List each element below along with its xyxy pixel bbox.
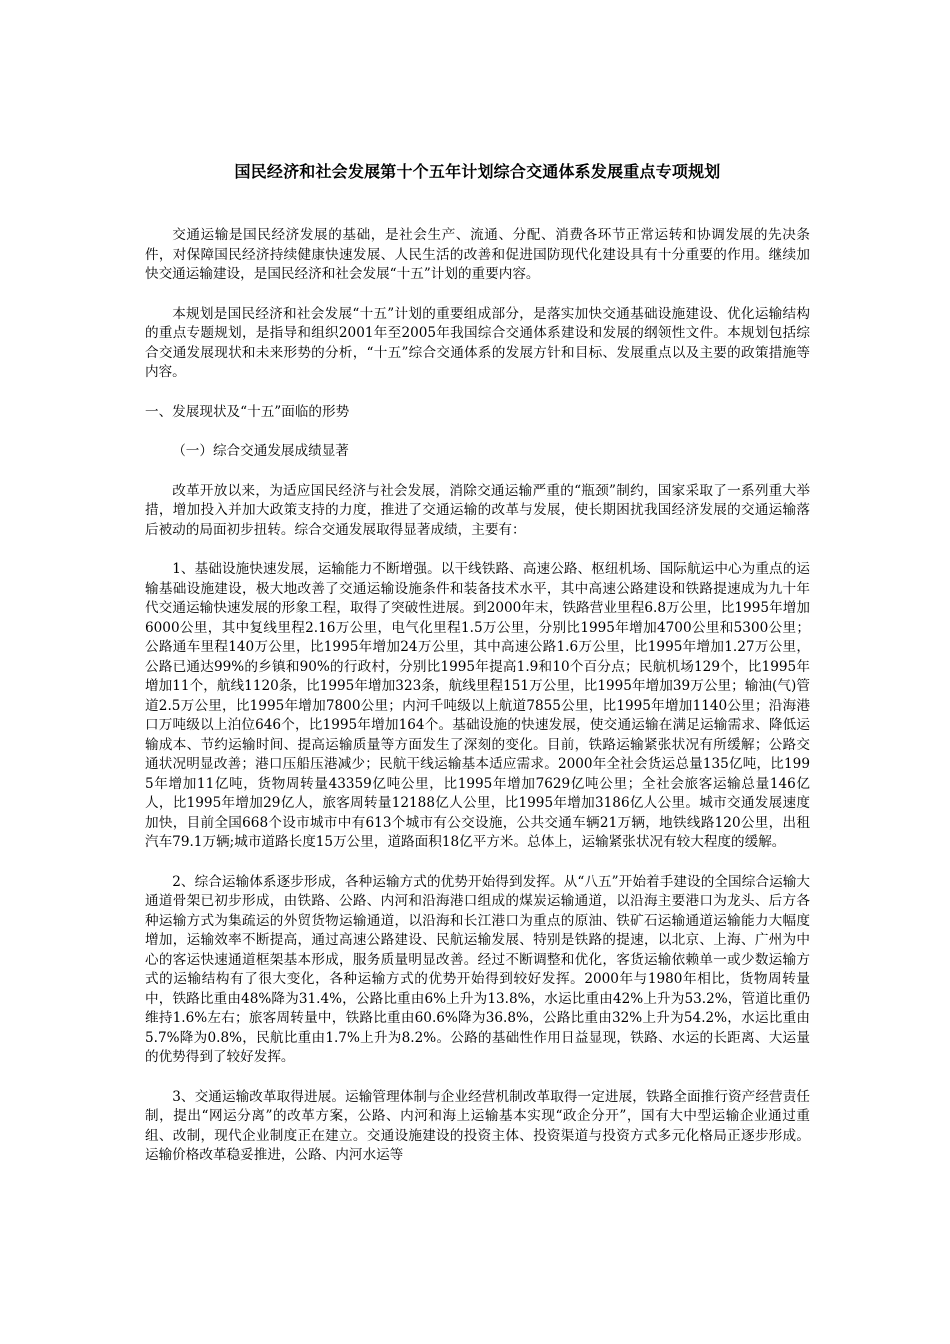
section-heading: 一、发展现状及“十五”面临的形势 (145, 403, 350, 420)
paragraph-integrated-system: 2、综合运输体系逐步形成，各种运输方式的优势开始得到发挥。从“八五”开始着手建设的全国综合运输大通道骨架已初步形成，由铁路、公路、内河和沿海港口组成的煤炭运输通道，以沿海主要港口为龙头、后方各种运输方式为集疏运的外贸货物运输通道，以沿海和长江港口为重点的原油、铁矿石运输通道运输能力大幅度增加，运输效率不断提高，通过高速公路建设、民航运输发展、特别是铁路的提速，以北京、上海、广州为中心的客运快速通道框架基本形成，服务质量明显改善。经过不断调整和优化，客货运输依赖单一或少数运输方式的运输结构有了很大变化，各种运输方式的优势开始得到较好发挥。2000年与1980年相比，货物周转量中，铁路比重由48%降为31.4%，公路比重由6%上升为13.8%，水运比重由42%上升为53.2%，管道比重仍维持1.6%左右；旅客周转量中，铁路比重由60.6%降为36.8%，公路比重由32%上升为54.2%，水运比重由5.7%降为0.8%，民航比重由1.7%上升为8.2%。公路的基础性作用日益显现，铁路、水运的长距离、大运量的优势得到了较好发挥。 (145, 873, 810, 1065)
subsection-heading: （一）综合交通发展成绩显著 (172, 443, 349, 459)
paragraph-plan-scope: 本规划是国民经济和社会发展“十五”计划的重要组成部分，是落实加快交通基础设施建设、优化运输结构的重点专题规划，是指导和组织2001年至2005年我国综合交通体系建设和发展的纲领性文件。本规划包括综合交通发展现状和未来形势的分析，“十五”综合交通体系的发展方针和目标、发展重点以及主要的政策措施等内容。 (145, 305, 810, 380)
document-title: 国民经济和社会发展第十个五年计划综合交通体系发展重点专项规划 (234, 162, 721, 181)
paragraph-intro: 交通运输是国民经济发展的基础，是社会生产、流通、分配、消费各环节正常运转和协调发展的先决条件，对保障国民经济持续健康快速发展、人民生活的改善和促进国防现代化建设具有十分重要的作用。继续加快交通运输建设，是国民经济和社会发展“十五”计划的重要内容。 (145, 227, 810, 282)
paragraph-reform-opening: 改革开放以来，为适应国民经济与社会发展，消除交通运输严重的“瓶颈”制约，国家采取了一系列重大举措，增加投入并加大政策支持的力度，推进了交通运输的改革与发展，使长期困扰我国经济发展的交通运输落后被动的局面初步扭转。综合交通发展取得显著成绩，主要有： (145, 482, 810, 538)
paragraph-infrastructure: 1、基础设施快速发展，运输能力不断增强。以干线铁路、高速公路、枢纽机场、国际航运中心为重点的运输基础设施建设，极大地改善了交通运输设施条件和装备技术水平，其中高速公路建设和铁路提速成为九十年代交通运输快速发展的形象工程，取得了突破性进展。到2000年末，铁路营业里程6.8万公里，比1995年增加6000公里，其中复线里程2.16万公里，电气化里程1.5万公里，分别比1995年增加4700公里和5300公里；公路通车里程140万公里，比1995年增加24万公里，其中高速公路1.6万公里，比1995年增加1.27万公里，公路已通达99%的乡镇和90%的行政村，分别比1995年提高1.9和10个百分点；民航机场129个，比1995年增加11个，航线1120条，比1995年增加323条，航线里程151万公里，比1995年增加39万公里；输油(气)管道2.5万公里，比1995年增加7800公里；内河千吨级以上航道7855公里，比1995年增加1140公里；沿海港口万吨级以上泊位646个，比1995年增加164个。基础设施的快速发展，使交通运输在满足运输需求、降低运输成本、节约运输时间、提高运输质量等方面发生了深刻的变化。目前，铁路运输紧张状况有所缓解；公路交通状况明显改善；港口压船压港减少；民航干线运输基本适应需求。2000年全社会货运总量135亿吨，比1995年增加11亿吨，货物周转量43359亿吨公里，比1995年增加7629亿吨公里；全社会旅客运输总量146亿人，比1995年增加29亿人，旅客周转量12188亿人公里，比1995年增加3186亿人公里。城市交通发展速度加快，目前全国668个设市城市中有613个城市有公交设施，公共交通车辆21万辆，地铁线路120公里，出租汽车79.1万辆;城市道路长度15万公里，道路面积18亿平方米。总体上，运输紧张状况有较大程度的缓解。 (145, 561, 810, 850)
paragraph-transport-reform: 3、交通运输改革取得进展。运输管理体制与企业经营机制改革取得一定进展，铁路全面推行资产经营责任制，提出“网运分离”的改革方案，公路、内河和海上运输基本实现“政企分开”，国有大中型运输企业通过重组、改制，现代企业制度正在建立。交通设施建设的投资主体、投资渠道与投资方式多元化格局正逐步形成。运输价格改革稳妥推进，公路、内河水运等 (145, 1088, 810, 1163)
document-page (145, 160, 810, 1186)
